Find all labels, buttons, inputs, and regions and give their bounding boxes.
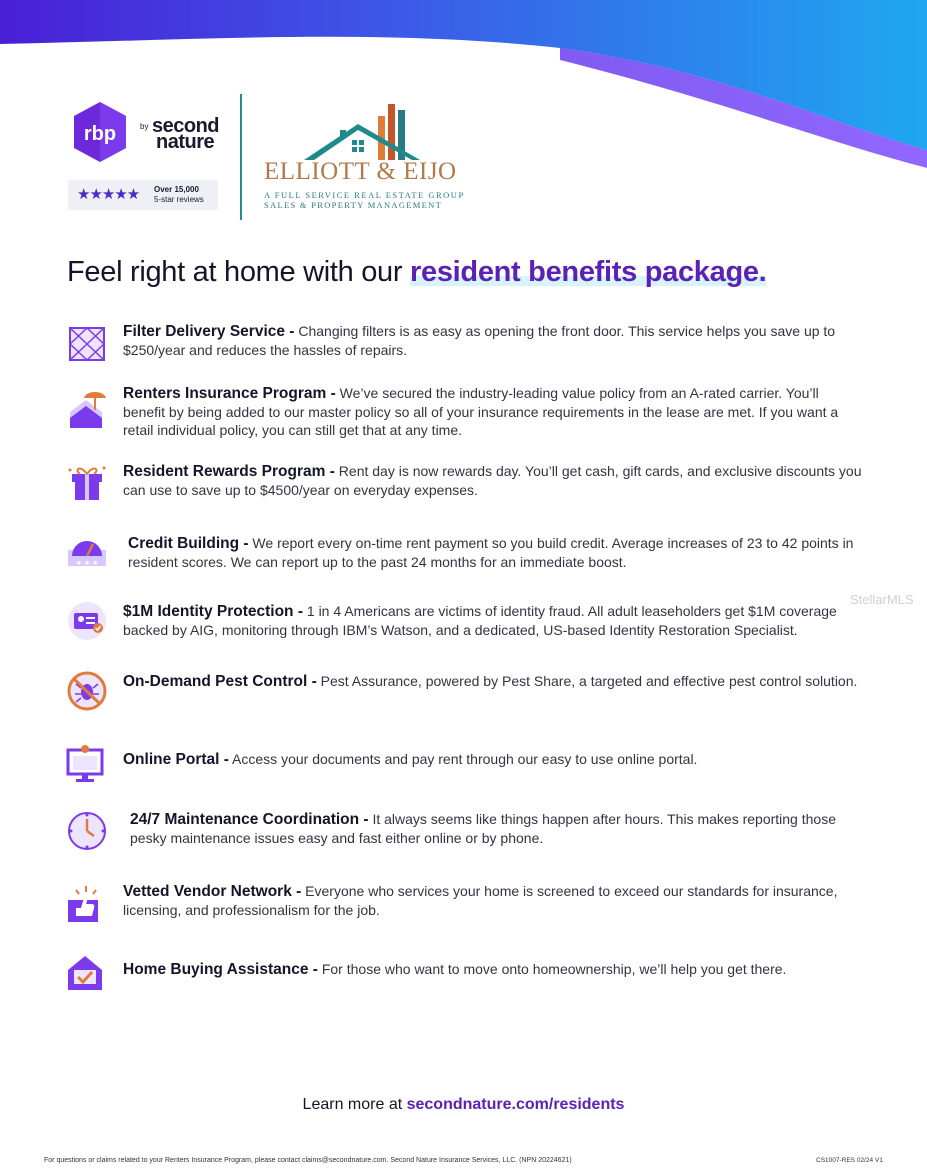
learn-more <box>0 1096 927 1114</box>
benefit-title: 24/7 Maintenance Coordination - <box>130 811 369 828</box>
no-bugs-icon <box>66 670 108 712</box>
partner-tagline-2: SALES & PROPERTY MANAGEMENT <box>264 200 443 210</box>
thumbs-up-icon <box>64 882 106 924</box>
benefit-title: Renters Insurance Program - <box>123 385 336 402</box>
header-wave <box>0 0 927 170</box>
title-plain: Feel right at home with our <box>67 256 410 288</box>
footer-code: CS1007-RES 02/24 V1 <box>816 1157 883 1164</box>
filter-icon <box>66 322 108 364</box>
benefit-description: Rent day is now rewards day. You’ll get cash, gift cards, and exclusive discounts you can use to save up to $4500/year on everyday expenses. <box>123 463 862 498</box>
benefit-description: It always seems like things happen after hours. This makes reporting those pesky maintenance issues easy and fast either online or by phone. <box>130 811 836 846</box>
partner-tagline-1: A FULL SERVICE REAL ESTATE GROUP <box>264 190 465 200</box>
umbrella-house-icon <box>66 390 108 432</box>
credit-gauge-icon <box>66 532 108 574</box>
reviews-badge <box>68 180 218 210</box>
reviews-text <box>154 185 204 205</box>
benefit-description: Everyone who services your home is screened to exceed our standards for insurance, licensing, and professionalism for the job. <box>123 883 838 918</box>
identity-card-icon <box>66 600 108 642</box>
benefit-title: Home Buying Assistance - <box>123 961 318 978</box>
rbp-logo-icon <box>68 100 132 164</box>
page-title <box>67 256 766 289</box>
benefit-title: Filter Delivery Service - <box>123 323 295 340</box>
svg-text:★ ★ ★: ★ ★ ★ <box>75 560 99 567</box>
rbp-badge-text: rbp <box>83 123 117 145</box>
mls-watermark: StellarMLS <box>850 592 914 607</box>
benefit-description: Access your documents and pay rent through our easy to use online portal. <box>228 751 698 767</box>
benefit-description: Pest Assurance, powered by Pest Share, a targeted and effective pest control solution. <box>316 673 858 689</box>
benefit-description: 1 in 4 Americans are victims of identity fraud. All adult leaseholders get $1M coverage backed by AIG, monitoring through IBM’s Watson, and a dedicated, US-based Identity Restoration Specialist. <box>123 603 837 638</box>
footer-disclaimer: For questions or claims related to your Renters Insurance Program, please contact claims@secondnature.com. Second Nature Insurance Services, LLC. (NPN 20224621) <box>44 1157 572 1164</box>
benefit-title: $1M Identity Protection - <box>123 603 303 620</box>
title-highlight: resident benefits package. <box>410 256 767 288</box>
logo-divider <box>240 94 242 220</box>
brand-line-2: nature <box>156 131 215 153</box>
benefit-title: Resident Rewards Program - <box>123 463 335 480</box>
gift-icon <box>66 462 108 504</box>
benefit-title: Vetted Vendor Network - <box>123 883 302 900</box>
benefit-title: Online Portal - <box>123 751 229 768</box>
benefit-title: On-Demand Pest Control - <box>123 673 317 690</box>
benefit-description: We’ve secured the industry-leading value policy from an A-rated carrier. You’ll benefit by being added to our master policy so all of your insurance requirements in the lease are met. If you want a retail individual policy, you can still get that at any time. <box>123 385 839 438</box>
partner-name: ELLIOTT & EIJO <box>264 158 457 185</box>
second-nature-wordmark <box>152 115 220 153</box>
benefit-title: Credit Building - <box>128 535 249 552</box>
rbp-by-text: by <box>140 122 149 131</box>
reviews-label: 5-star reviews <box>154 195 204 204</box>
monitor-icon <box>64 742 106 784</box>
benefit-description: For those who want to move onto homeownership, we’ll help you get there. <box>317 961 787 977</box>
brand-line-1: second <box>152 115 220 137</box>
house-check-icon <box>64 952 106 994</box>
reviews-count: Over 15,000 <box>154 185 199 194</box>
clock-icon <box>66 810 108 852</box>
house-roof-icon <box>300 100 430 164</box>
learn-more-prefix: Learn more at <box>302 1096 407 1113</box>
five-stars-icon: ★★★★★ <box>77 186 140 203</box>
benefit-description: We report every on-time rent payment so you build credit. Average increases of 23 to 42 points in resident scores. We can report up to the past 24 months for an immediate boost. <box>128 535 854 570</box>
learn-more-link[interactable]: secondnature.com/residents <box>406 1096 625 1113</box>
benefit-description: Changing filters is as easy as opening the front door. This service helps you save up to $250/year and reduces the hassles of repairs. <box>123 323 836 358</box>
